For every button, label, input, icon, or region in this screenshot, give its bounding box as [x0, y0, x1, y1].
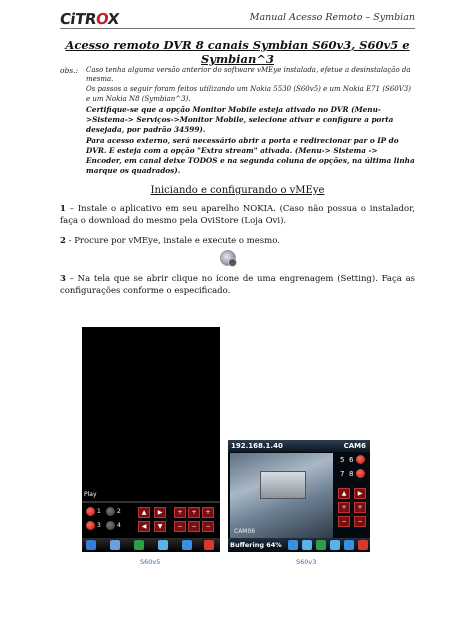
camera-id: CAM6 — [343, 442, 366, 450]
zoom-in-icon: + — [174, 507, 186, 518]
video-object — [260, 471, 306, 499]
iris-out-icon: − — [202, 521, 214, 532]
focus-out-icon: − — [188, 521, 200, 532]
obs-bold-2: Para acesso externo, será necessário abrir a porta e redirecionar par o IP do DVR. E esteja com a opção "Extra stream" ativada. (Menu-> Sistema -> Encoder, em canal deixe TODOS e na segunda coluna de opções, na última linha marque os quadrados). — [86, 135, 415, 175]
focus-in-icon: + — [354, 502, 366, 513]
citrox-logo: CiTROX — [58, 10, 120, 28]
zoom-in-icon: + — [338, 502, 350, 513]
zoom-out-icon: − — [174, 521, 186, 532]
play-divider — [82, 501, 220, 503]
split-icon — [330, 540, 340, 550]
ptz-right-icon: ▶ — [154, 507, 166, 518]
step-1: 1 – Instale o aplicativo em seu aparelho NOKIA. (Caso não possua o instalador, faça o download do mesmo pela OviStore (Loja Ovi). — [60, 204, 415, 226]
step-2: 2 - Procure por vMEye, instale e execute o mesmo. — [60, 236, 280, 246]
buffering-status: Buffering 64% — [230, 541, 282, 549]
caption-s60v3: S60v3 — [296, 558, 317, 566]
header-rule — [60, 28, 415, 29]
channel-3-label: 3 — [97, 522, 101, 529]
exit-icon — [358, 540, 368, 550]
video-cam-label: CAM06 — [234, 528, 256, 535]
phone-status-bar — [228, 538, 370, 552]
snapshot-icon — [302, 540, 312, 550]
step-3: 3 – Na tela que se abrir clique no ícone de uma engrenagem (Setting). Faça as configurações conforme o especificado. — [60, 274, 415, 296]
channel-5-label: 5 — [340, 456, 345, 464]
obs-label: obs.: — [60, 66, 79, 75]
exit-icon — [204, 540, 214, 550]
play-icon — [86, 540, 96, 550]
gear-icon — [228, 258, 237, 267]
channel-4-label: 4 — [117, 522, 121, 529]
channel-1-label: 1 — [97, 508, 101, 515]
play-icon — [288, 540, 298, 550]
section-title: Iniciando e configurando o vMEye — [150, 185, 325, 196]
phone-toolbar — [82, 538, 220, 552]
snapshot-icon — [110, 540, 120, 550]
obs-line-1: Caso tenha alguma versão anterior do software vMEye instalada, efetue a desinstalação da mesma. — [86, 66, 411, 84]
device-ip: 192.168.1.40 — [231, 442, 283, 450]
ptz-left-up-icon: ▲ — [138, 507, 150, 518]
channel-1-icon — [86, 507, 95, 516]
obs-notes — [86, 66, 415, 177]
ptz-down-icon: ▼ — [154, 521, 166, 532]
page-title: Acesso remoto DVR 8 canais Symbian S60v3, S60v5 e Symbian^3 — [65, 38, 410, 66]
split-icon — [158, 540, 168, 550]
ptz-right-icon: ▶ — [354, 488, 366, 499]
channel-6-icon — [356, 455, 365, 464]
play-label: Play — [84, 491, 97, 498]
channel-7-label: 7 — [340, 470, 345, 478]
phone-screenshot-s60v3 — [228, 440, 370, 552]
header-title: Manual Acesso Remoto – Symbian — [249, 12, 415, 23]
ptz-left-icon: ◀ — [138, 521, 150, 532]
vmeye-app-icon — [220, 250, 236, 266]
gear-icon — [134, 540, 144, 550]
focus-in-icon: + — [188, 507, 200, 518]
focus-out-icon: − — [354, 516, 366, 527]
iris-in-icon: + — [202, 507, 214, 518]
channel-4-icon — [106, 521, 115, 530]
channel-6-label: 6 — [349, 456, 354, 464]
channel-2-icon — [106, 507, 115, 516]
caption-s60v5: S60v5 — [140, 558, 161, 566]
phone-screenshot-s60v5 — [82, 327, 220, 552]
ptz-up-icon: ▲ — [338, 488, 350, 499]
obs-bold-1: Certifique-se que a opção Monitor Mobile esteja ativado no DVR (Menu->Sistema-> Serviços->Monitor Mobile, selecione ativar e configure a porta desejada, por padrão 34599). — [86, 104, 394, 134]
channel-8-label: 8 — [349, 470, 354, 478]
video-feed — [230, 453, 333, 538]
down-arrow-icon — [182, 540, 192, 550]
obs-line-2: Os passos a seguir foram feitos utilizando um Nokia 5530 (S60v5) e um Nokia E71 (S60V3) e um Nokia N8 (Symbian^3). — [86, 85, 411, 103]
channel-3-icon — [86, 521, 95, 530]
channel-2-label: 2 — [117, 508, 121, 515]
zoom-out-icon: − — [338, 516, 350, 527]
gear-icon — [316, 540, 326, 550]
down-arrow-icon — [344, 540, 354, 550]
channel-8-icon — [356, 469, 365, 478]
